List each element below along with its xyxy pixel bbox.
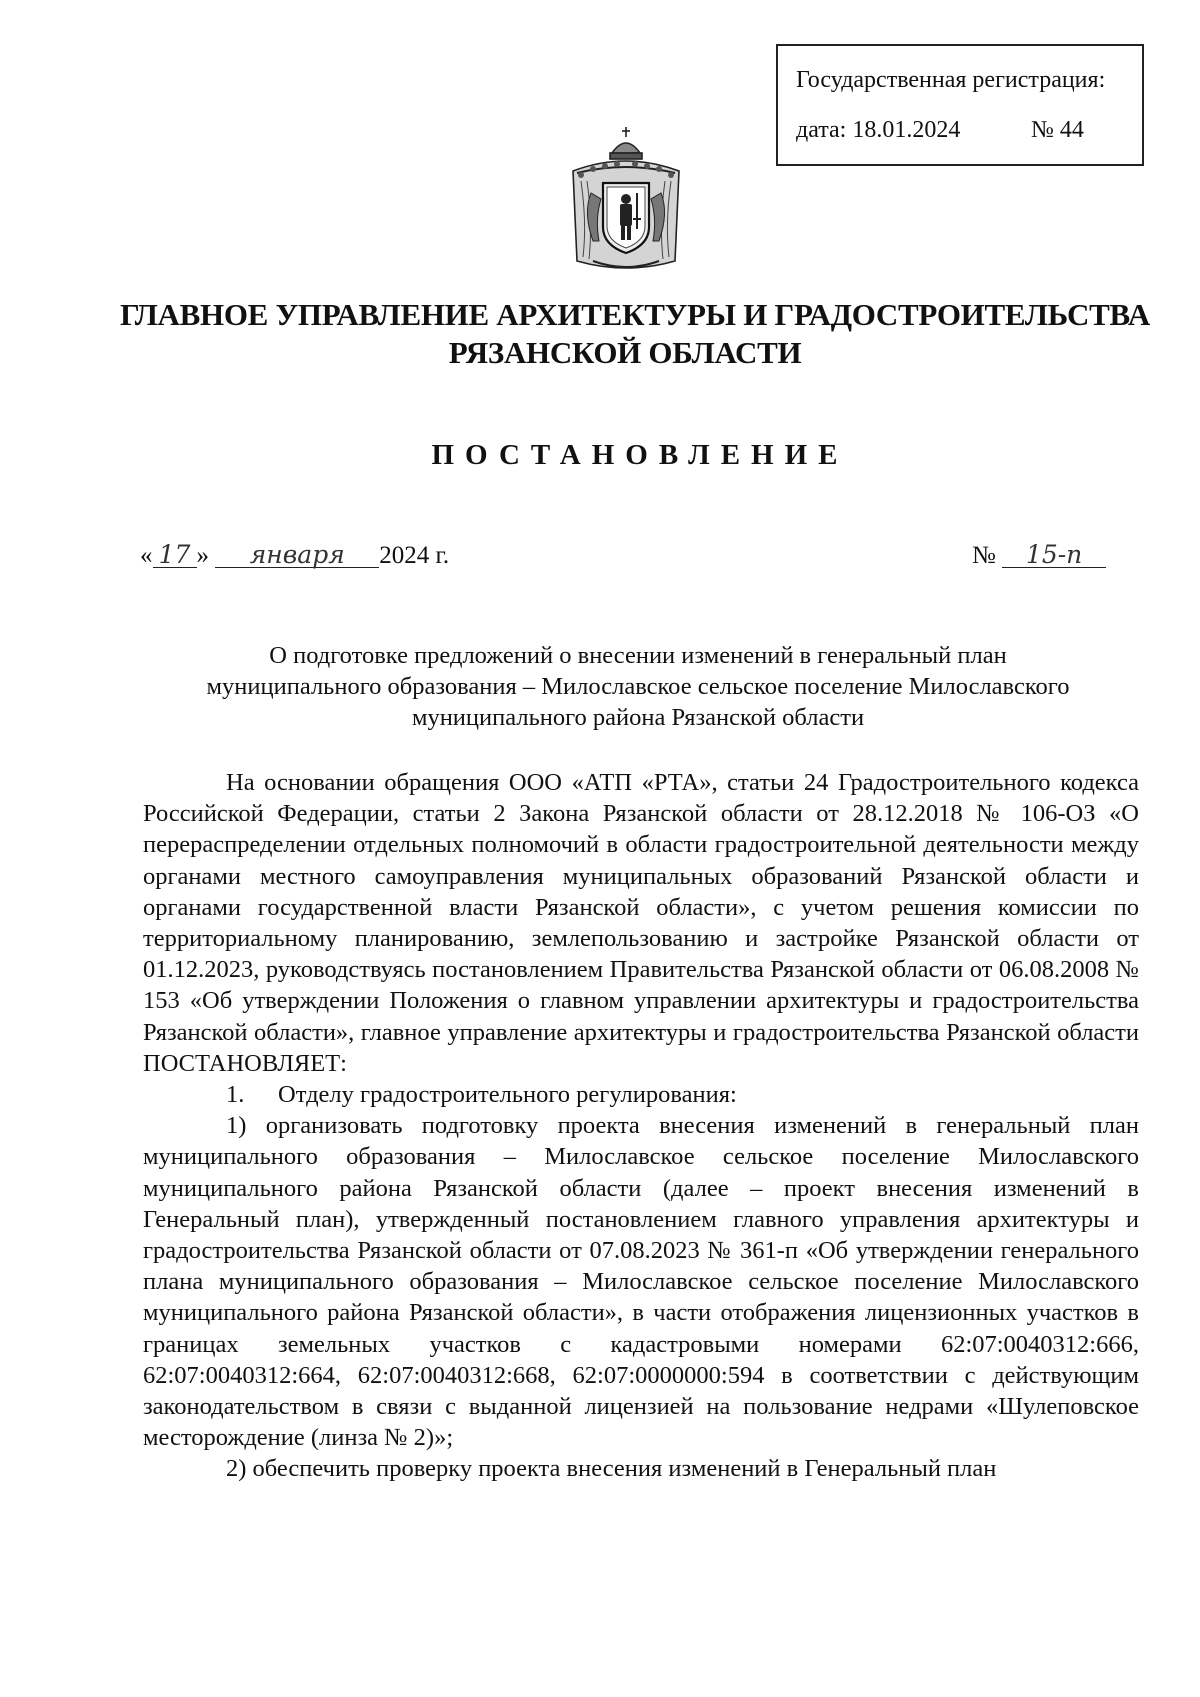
organization-title: [120, 296, 1151, 372]
coat-of-arms-icon: [563, 123, 689, 278]
registration-date: дата: 18.01.2024: [796, 117, 961, 143]
date-close-quote: »: [196, 542, 209, 569]
handwritten-month: января: [215, 543, 379, 568]
document-body: [143, 767, 1139, 1485]
subject-line2: муниципального образования – Милославское сельское поселение Милославского: [206, 673, 1070, 700]
organization-title-line2: РЯЗАНСКОЙ ОБЛАСТИ: [448, 335, 802, 370]
registration-number: № 44: [1031, 117, 1084, 143]
subject-line3: муниципального района Рязанской области: [411, 704, 865, 731]
registration-title: Государственная регистрация:: [796, 67, 1106, 93]
registration-stamp: [776, 44, 1144, 166]
handwritten-number: 15-п: [1002, 543, 1106, 568]
date-year: 2024 г.: [379, 542, 450, 569]
subitem-1: 1) организовать подготовку проекта внесения изменений в генеральный план муниципального образования – Милославское сельское поселение Милославского муниципального района Рязанской области (далее – проект внесения изменений в Генеральный план), утвержденный постановлением главного управления архитектуры и градостроительства Рязанской области от 07.08.2023 № 361-п «Об утверждении генерального плана муниципального образования – Милославское сельское поселение Милославского муниципального района Рязанской области», в части отображения лицензионных участков в границах земельных участков с кадастровыми номерами 62:07:0040312:666, 62:07:0040312:664, 62:07:0040312:668, 62:07:0000000:594 в соответствии с действующим законодательством в связи с выданной лицензией на пользование недрами «Шулеповское месторождение (линза № 2)»;: [143, 1112, 1139, 1452]
subitem-2: 2) обеспечить проверку проекта внесения изменений в Генеральный план: [226, 1455, 997, 1483]
document-subject: [140, 640, 1136, 733]
organization-title-line1: ГЛАВНОЕ УПРАВЛЕНИЕ АРХИТЕКТУРЫ И ГРАДОСТРОИТЕЛЬСТВА: [120, 297, 1151, 332]
item-1-text: Отделу градостроительного регулирования:: [278, 1081, 737, 1109]
subject-line1: О подготовке предложений о внесении изменений в генеральный план: [269, 642, 1007, 669]
document-number-label: №: [972, 542, 996, 569]
item-1: [143, 1079, 1139, 1110]
document-number: [972, 542, 1106, 570]
preamble-paragraph: На основании обращения ООО «АТП «РТА», статьи 24 Градостроительного кодекса Российской Федерации, статьи 2 Закона Рязанской области от 28.12.2018 № 106-ОЗ «О перераспределении отдельных полномочий в области градостроительной деятельности между органами местного самоуправления муниципальных образований Рязанской области и органами государственной власти Рязанской области», с учетом решения комиссии по территориальному планированию, землепользованию и застройке Рязанской области от 01.12.2023, руководствуясь постановлением Правительства Рязанской области от 06.08.2008 № 153 «Об утверждении Положения о главном управлении архитектуры и градостроительства Рязанской области», главное управление архитектуры и градостроительства Рязанской области ПОСТАНОВЛЯЕТ:: [143, 769, 1139, 1077]
document-type: ПОСТАНОВЛЕНИЕ: [431, 439, 849, 471]
date-open-quote: «: [140, 542, 153, 569]
handwritten-day: 17: [153, 543, 197, 568]
document-date: [140, 542, 449, 570]
item-1-number: 1.: [226, 1081, 245, 1109]
